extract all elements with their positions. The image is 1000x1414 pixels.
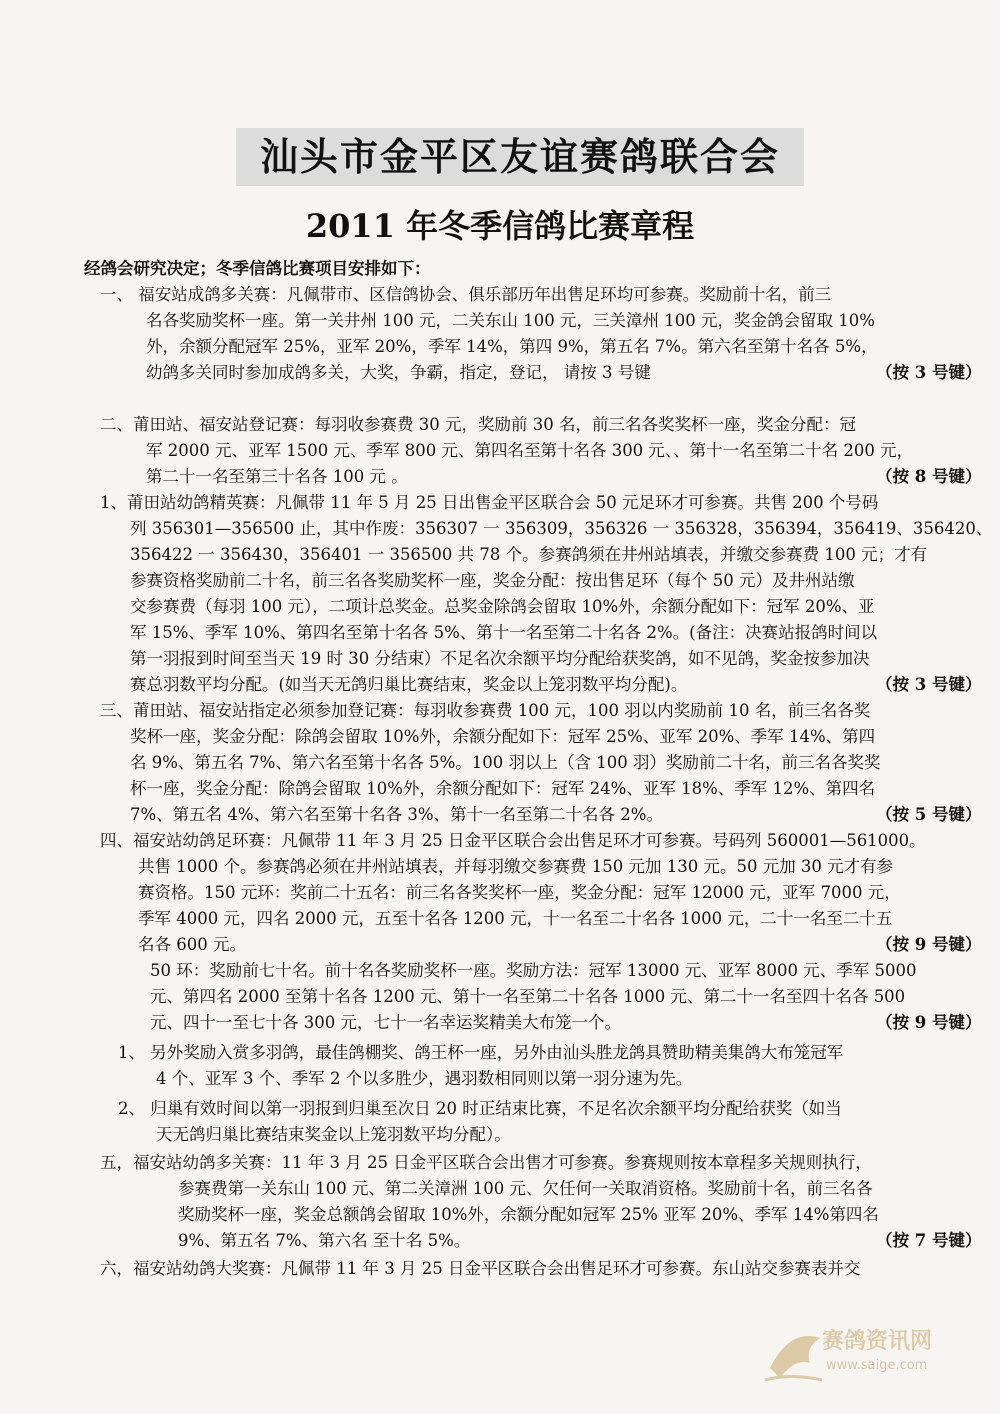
rule-line: 赛资格。150 元环：奖前二十五名：前三名各奖奖杯一座，奖金分配：冠军 12000 元，亚军 7000 元， [138, 883, 901, 902]
key-note: （按 8 号键） [876, 467, 982, 486]
rule-line: 列 356301—356500 止，其中作废：356307 一 356309，356326 一 356328，356394，356419、356420、 [130, 519, 993, 538]
rule-line: 奖杯一座，奖金分配：除鸽会留取 10%外，余额分配如下：冠军 25%、亚军 20%、季军 14%、第四 [130, 727, 876, 746]
rule-line: 参赛费第一关东山 100 元、第二关漳洲 100 元、欠任何一关取消资格。奖励前十名，前三名各 [178, 1179, 873, 1198]
document-title: 汕头市金平区友谊赛鸽联合会 [236, 128, 804, 186]
rule-line: 1、 另外奖励入赏多羽鸽，最佳鸽棚奖、鸽王杯一座，另外由汕头胜龙鸽具赞助精美集鸽大布笼冠军 [118, 1043, 844, 1062]
rule-line: 共售 1000 个。参赛鸽必须在井州站填表，并每羽缴交参赛费 150 元加 130 元。50 元加 30 元才有参 [138, 857, 894, 876]
rule-line: 五，福安站幼鸽多关赛：11 年 3 月 25 日金平区联合会出售才可参赛。参赛规则按本章程多关规则执行， [100, 1153, 872, 1172]
rule-line: 4 个、亚军 3 个、季军 2 个以多胜少，遇羽数相同则以第一羽分速为先。 [156, 1069, 693, 1088]
rule-line: 元、四十一至七十各 300 元，七十一名幸运奖精美大布笼一个。 [150, 1013, 621, 1032]
rule-line: 三、莆田站、福安站指定必须参加登记赛：每羽收参赛费 100 元，100 羽以内奖励前 10 名，前三名各奖 [100, 701, 871, 720]
rule-line: 名 9%、第五名 7%、第六名至第十名各 5%。100 羽以上（含 100 羽）奖励前二十名，前三名各奖奖 [130, 753, 881, 772]
rule-line: 杯一座，奖金分配：除鸽会留取 10%外，余额分配如下：冠军 24%、亚军 18%、季军 12%、第四名 [130, 779, 876, 798]
rule-line: 第二十一名至第三十名各 100 元 。 [146, 467, 408, 486]
site-watermark [760, 1318, 980, 1398]
rule-line: 军 15%、季军 10%、第四名至第十名各 5%、第十一名至第二十名各 2%。(备注：决赛站报鸽时间以 [130, 623, 878, 642]
rule-line: 赛总羽数平均分配。(如当天无鸽归巢比赛结束，奖金以上笼羽数平均分配)。 [130, 675, 688, 694]
key-note: （按 5 号键） [876, 805, 982, 824]
intro-line: 经鸽会研究决定；冬季信鸽比赛项目安排如下： [84, 259, 431, 278]
rule-line: 外，余额分配冠军 25%，亚军 20%，季军 14%，第四 9%，第五名 7%。第六名至第十名各 5%， [146, 337, 878, 356]
rule-line: 奖励奖杯一座，奖金总额鸽会留取 10%外，余额分配如冠军 25% 亚军 20%、季军 14%第四名 [178, 1205, 879, 1224]
key-note: （按 3 号键） [876, 363, 982, 382]
watermark-url: www.saige.com [826, 1358, 928, 1373]
rule-line: 参赛资格奖励前二十名，前三名各奖励奖杯一座，奖金分配：按出售足环（每个 50 元）及井州站缴 [130, 571, 855, 590]
rule-line: 二、莆田站、福安站登记赛：每羽收参赛费 30 元，奖励前 30 名，前三名各奖奖杯一座，奖金分配：冠 [100, 415, 856, 434]
rule-line: 四、福安站幼鸽足环赛：凡佩带 11 年 3 月 25 日金平区联合会出售足环才可参赛。号码列 560001—561000。 [100, 831, 926, 850]
rule-line: 356422 一 356430，356401 一 356500 共 78 个。参赛鸽须在井州站填表，并缴交参赛费 100 元；才有 [130, 545, 928, 564]
rule-line: 50 环：奖励前七十名。前十名各奖励奖杯一座。奖励方法：冠军 13000 元、亚军 8000 元、季军 5000 [150, 961, 917, 980]
pigeon-logo-icon [760, 1318, 830, 1388]
rule-line: 2、 归巢有效时间以第一羽报到归巢至次日 20 时正结束比赛，不足名次余额平均分配给获奖（如当 [118, 1099, 842, 1118]
rule-line: 天无鸽归巢比赛结束奖金以上笼羽数平均分配）。 [156, 1125, 511, 1144]
rule-line: 元、第四名 2000 至第十名各 1200 元、第十一名至第二十名各 1000 元、第二十一名至四十名各 500 [150, 987, 906, 1006]
rule-line: 交参赛费（每羽 100 元），二项计总奖金。总奖金除鸽会留取 10%外，余额分配如下：冠军 20%、亚 [130, 597, 875, 616]
rule-line: 名各奖励奖杯一座。第一关井州 100 元，二关东山 100 元，三关漳州 100 元，奖金鸽会留取 10% [146, 311, 875, 330]
watermark-name: 赛鸽资讯网 [822, 1329, 933, 1354]
key-note: （按 9 号键） [876, 1013, 982, 1032]
key-note: （按 3 号键） [876, 675, 982, 694]
key-note: （按 7 号键） [876, 1231, 982, 1250]
rule-line: 名各 600 元。 [138, 935, 246, 954]
rule-line: 季军 4000 元，四名 2000 元，五至十名各 1200 元，十一名至二十名各 1000 元，二十一名至二十五 [138, 909, 893, 928]
rule-line: 幼鸽多关同时参加成鸽多关，大奖，争霸，指定，登记， 请按 3 号键 [146, 363, 651, 382]
rule-line: 7%、第五名 4%、第六名至第十名各 3%、第十一名至第二十名各 2%。 [130, 805, 663, 824]
rule-line: 9%、第五名 7%、第六名 至十名 5%。 [178, 1231, 471, 1250]
rule-line: 1、莆田站幼鸽精英赛：凡佩带 11 年 5 月 25 日出售金平区联合会 50 元足环才可参赛。共售 200 个号码 [100, 493, 879, 512]
rule-line: 一、 福安站成鸽多关赛：凡佩带市、区信鸽协会、俱乐部历年出售足环均可参赛。奖励前十名，前三 [100, 285, 832, 304]
rule-line: 六，福安站幼鸽大奖赛：凡佩带 11 年 3 月 25 日金平区联合会出售足环才可参赛。东山站交参赛表并交 [100, 1259, 861, 1278]
document-subtitle: 2011 年冬季信鸽比赛章程 [305, 207, 695, 245]
rule-line: 第一羽报到时间至当天 19 时 30 分结束）不足名次余额平均分配给获奖鸽，如不见鸽，奖金按参加决 [130, 649, 870, 668]
key-note: （按 9 号键） [876, 935, 982, 954]
rule-line: 军 2000 元、亚军 1500 元、季军 800 元、第四名至第十名各 300 元、、第十一名至第二十名 200 元， [146, 441, 914, 460]
